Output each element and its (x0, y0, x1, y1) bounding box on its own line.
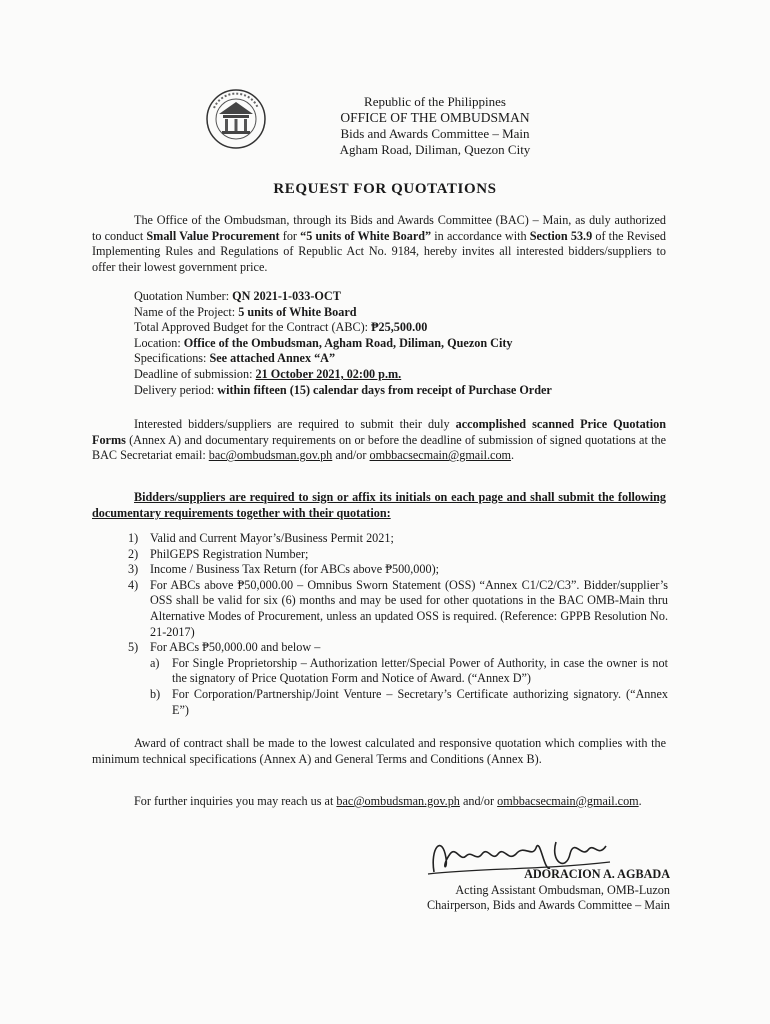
list-item: 2) PhilGEPS Registration Number; (128, 546, 309, 561)
submission-bold: accomplished scanned Price Quotation Forms (92, 417, 666, 447)
detail-delivery: Delivery period: within fifteen (15) calendar days from receipt of Purchase Order (134, 382, 552, 397)
intro-project-name: “5 units of White Board” (300, 228, 432, 243)
detail-abc: Total Approved Budget for the Contract (ABC): ₱25,500.00 (134, 320, 428, 335)
inquiries-gmail-email-link[interactable]: ombbacsecmain@gmail.com (497, 794, 639, 808)
bac-email-link[interactable]: bac@ombudsman.gov.ph (208, 448, 333, 463)
requirements-heading: Bidders/suppliers are required to sign or affix its initials on each page and shall submit the following documentary requirements together with their quotation: (92, 490, 666, 520)
document-title: REQUEST FOR QUOTATIONS (273, 181, 497, 197)
intro-text: The Office of the Ombudsman, through its Bids and Awards Committee (BAC) – Main, as duly authorized to conduct (92, 213, 666, 243)
award-paragraph: Award of contract shall be made to the lowest calculated and responsive quotation which complies with the minimum technical specifications (Annex A) and General Terms and Conditions (Annex B). (92, 736, 666, 766)
submission-paragraph: Interested bidders/suppliers are required to submit their duly accomplished scanned Price Quotation Forms (Annex A) and documentary requirements on or before the deadline of submission of signed quotations at the BAC Secretariat email: bac@ombudsman.gov.ph and/or ombbacsecmain@gmail.com. (92, 417, 666, 463)
intro-text-3: in accordance with (431, 228, 530, 243)
intro-text-4: of the Revised Implementing Rules and Regulations of Republic Act No. 9184, hereby invites all interested bidders/suppliers to offer their lowest government price. (92, 228, 667, 274)
detail-deadline: Deadline of submission: 21 October 2021, 02:00 p.m. (134, 366, 402, 381)
detail-location: Location: Office of the Ombudsman, Agham Road, Diliman, Quezon City (134, 335, 513, 350)
sub-list-item: b) For Corporation/Partnership/Joint Venture – Secretary’s Certificate authorizing signatory. (“Annex E”) (150, 686, 668, 717)
requirements-list (128, 531, 668, 718)
list-item: 1) Valid and Current Mayor’s/Business Permit 2021; (128, 531, 394, 545)
list-item: 5) For ABCs ₱50,000.00 and below – (128, 640, 321, 655)
header-republic: Republic of the Philippines (364, 94, 506, 109)
intro-text-2: for (279, 228, 301, 243)
intro-paragraph (92, 213, 666, 275)
sub-list-item: a) For Single Proprietorship – Authorization letter/Special Power of Authority, in case the owner is not the signatory of Price Quotation Form and Notice of Award. (“Annex D”) (150, 655, 668, 686)
intro-section: Section 53.9 (529, 228, 593, 243)
header-office: OFFICE OF THE OMBUDSMAN (340, 110, 530, 125)
gmail-email-link[interactable]: ombbacsecmain@gmail.com (369, 448, 512, 463)
list-item: 3) Income / Business Tax Return (for ABCs above ₱500,000); (128, 562, 440, 577)
inquiries-bac-email-link[interactable]: bac@ombudsman.gov.ph (336, 794, 460, 808)
list-item: 4) For ABCs above ₱50,000.00 – Omnibus Sworn Statement (OSS) “Annex C1/C2/C3”. Bidder/supplier’s OSS shall be valid for six (6) months and may be used for other quotations in the BAC OMB-Main thru Alternative Modes of Procurement, unless an updated OSS is required. (Reference: GPPB Resolution No. 21-2017) (128, 577, 668, 639)
header-address: Agham Road, Diliman, Quezon City (339, 142, 531, 157)
detail-specifications: Specifications: See attached Annex “A” (134, 351, 336, 366)
quotation-details (134, 289, 674, 398)
inquiries-paragraph: For further inquiries you may reach us at bac@ombudsman.gov.ph and/or ombbacsecmain@gmail.com. (134, 794, 642, 808)
detail-project-name: Name of the Project: 5 units of White Board (134, 304, 357, 319)
signatory-position-2: Chairperson, Bids and Awards Committee – Main (427, 898, 670, 913)
ombudsman-seal-icon (205, 88, 267, 150)
header-bac: Bids and Awards Committee – Main (340, 126, 530, 141)
signatory-position-1: Acting Assistant Ombudsman, OMB-Luzon (455, 882, 670, 897)
detail-quotation-number: Quotation Number: QN 2021-1-033-OCT (134, 289, 341, 303)
signatory-block (380, 867, 670, 914)
intro-procurement-type: Small Value Procurement (146, 228, 280, 243)
signatory-name: ADORACION A. AGBADA (524, 867, 670, 881)
